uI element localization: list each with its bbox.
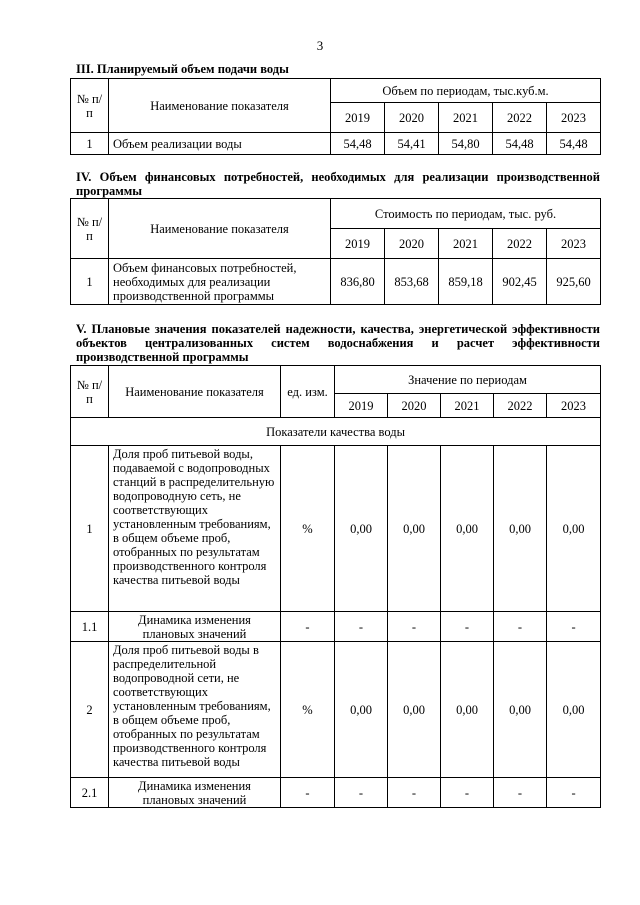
value-cell: - <box>547 778 601 808</box>
year-cell: 2020 <box>385 229 439 259</box>
value-cell: 853,68 <box>385 259 439 305</box>
year-cell: 2021 <box>441 394 494 418</box>
value-cell: - <box>388 612 441 642</box>
row-num: 1 <box>71 446 109 612</box>
value-cell: 0,00 <box>335 446 388 612</box>
value-cell: - <box>547 612 601 642</box>
category-label: Показатели качества воды <box>71 418 601 446</box>
value-cell: - <box>388 778 441 808</box>
year-cell: 2021 <box>439 103 493 133</box>
row-num: 1 <box>71 133 109 155</box>
section-4-title: IV. Объем финансовых потребностей, необходимых для реализации производственной программы <box>76 170 600 198</box>
value-cell: 0,00 <box>388 446 441 612</box>
year-cell: 2022 <box>493 229 547 259</box>
year-cell: 2023 <box>547 229 601 259</box>
year-cell: 2023 <box>547 103 601 133</box>
value-cell: - <box>441 612 494 642</box>
row-name: Доля проб питьевой воды в распределительной водопроводной сети, не соответствующих установленным требованиям, в общем объеме проб, отобранных по результатам производственного контроля качества питьевой воды <box>109 642 281 778</box>
year-cell: 2019 <box>331 103 385 133</box>
row-unit: % <box>281 446 335 612</box>
row-num: 1.1 <box>71 612 109 642</box>
year-cell: 2019 <box>335 394 388 418</box>
table-row <box>71 259 601 305</box>
value-cell: - <box>494 612 547 642</box>
value-cell: - <box>335 778 388 808</box>
header-num: № п/п <box>71 199 109 259</box>
year-cell: 2020 <box>385 103 439 133</box>
table-row <box>71 133 601 155</box>
row-name: Динамика изменения плановых значений <box>109 778 281 808</box>
row-name: Динамика изменения плановых значений <box>109 612 281 642</box>
value-cell: - <box>335 612 388 642</box>
header-name: Наименование показателя <box>109 199 331 259</box>
section-5-title: V. Плановые значения показателей надежности, качества, энергетической эффективности объектов централизованных систем водоснабжения и расчет эффективности производственной программы <box>76 322 600 364</box>
value-cell: 859,18 <box>439 259 493 305</box>
value-cell: 0,00 <box>494 642 547 778</box>
value-cell: - <box>494 778 547 808</box>
value-cell: 0,00 <box>494 446 547 612</box>
row-unit: - <box>281 612 335 642</box>
row-name: Объем финансовых потребностей, необходимых для реализации производственной программы <box>109 259 331 305</box>
row-num: 2 <box>71 642 109 778</box>
year-cell: 2023 <box>547 394 601 418</box>
header-period: Объем по периодам, тыс.куб.м. <box>331 79 601 103</box>
value-cell: 0,00 <box>441 446 494 612</box>
value-cell: 54,41 <box>385 133 439 155</box>
category-row <box>71 418 601 446</box>
value-cell: 54,48 <box>331 133 385 155</box>
row-name: Объем реализации воды <box>109 133 331 155</box>
year-cell: 2020 <box>388 394 441 418</box>
value-cell: 0,00 <box>388 642 441 778</box>
header-name: Наименование показателя <box>109 366 281 418</box>
value-cell: 836,80 <box>331 259 385 305</box>
header-num: № п/п <box>71 79 109 133</box>
value-cell: 925,60 <box>547 259 601 305</box>
row-unit: - <box>281 778 335 808</box>
value-cell: 54,48 <box>493 133 547 155</box>
value-cell: 54,80 <box>439 133 493 155</box>
value-cell: 54,48 <box>547 133 601 155</box>
header-num: № п/п <box>71 366 109 418</box>
year-cell: 2022 <box>494 394 547 418</box>
header-period: Стоимость по периодам, тыс. руб. <box>331 199 601 229</box>
header-period: Значение по периодам <box>335 366 601 394</box>
year-cell: 2019 <box>331 229 385 259</box>
section-5-table <box>70 365 601 808</box>
row-unit: % <box>281 642 335 778</box>
value-cell: - <box>441 778 494 808</box>
section-3-title: III. Планируемый объем подачи воды <box>76 62 289 76</box>
header-name: Наименование показателя <box>109 79 331 133</box>
table-row <box>71 778 601 808</box>
value-cell: 0,00 <box>335 642 388 778</box>
value-cell: 0,00 <box>441 642 494 778</box>
header-unit: ед. изм. <box>281 366 335 418</box>
table-row <box>71 612 601 642</box>
year-cell: 2022 <box>493 103 547 133</box>
page-number: 3 <box>316 38 324 53</box>
row-name: Доля проб питьевой воды, подаваемой с водопроводных станций в распределительную водопроводную сеть, не соответствующих установленным требованиям, в общем объеме проб, отобранных по результатам производственного контроля качества питьевой воды <box>109 446 281 612</box>
table-row <box>71 642 601 778</box>
year-cell: 2021 <box>439 229 493 259</box>
section-4-table <box>70 198 601 305</box>
row-num: 1 <box>71 259 109 305</box>
value-cell: 0,00 <box>547 446 601 612</box>
section-3-table <box>70 78 601 155</box>
value-cell: 902,45 <box>493 259 547 305</box>
row-num: 2.1 <box>71 778 109 808</box>
table-row <box>71 446 601 612</box>
value-cell: 0,00 <box>547 642 601 778</box>
